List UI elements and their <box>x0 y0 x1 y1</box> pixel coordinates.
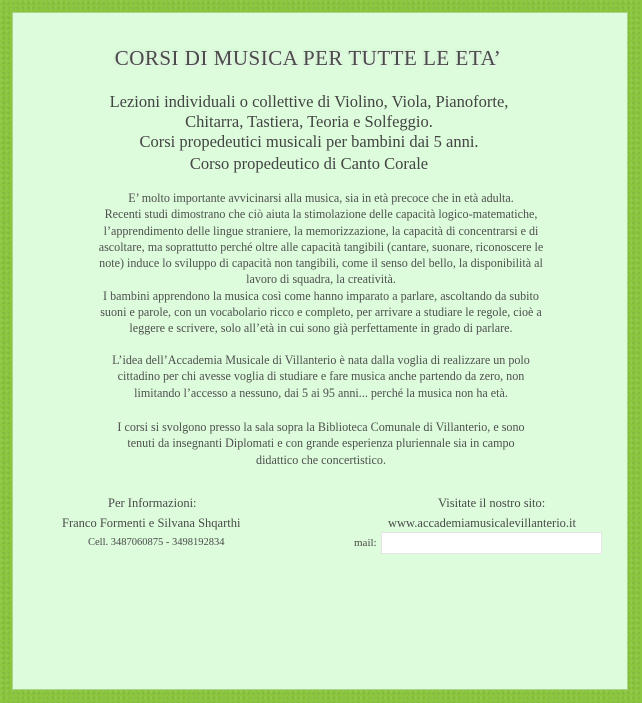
text-line: l’apprendimento delle lingue straniere, la memorizzazione, la capacità di concentrarsi e di <box>103 223 539 238</box>
text-line: suoni e parole, con un vocabolario ricco e completo, per arrivare a studiare le regole, cioè a <box>100 305 542 320</box>
subtitle-line-4: Corso propedeutico di Canto Corale <box>189 154 429 173</box>
subtitle-line-1: Lezioni individuali o collettive di Violino, Viola, Pianoforte, <box>109 92 509 111</box>
text-line: limitando l’accesso a nessuno, dai 5 ai 95 anni... perché la musica non ha età. <box>134 385 508 400</box>
text-line: Recenti studi dimostrano che ciò aiuta la stimolazione delle capacità logico-matematiche, <box>104 207 538 222</box>
info-label: Per Informazioni: <box>108 496 197 510</box>
mail-label: mail: <box>354 537 377 549</box>
text-line: lavoro di squadra, la creatività. <box>246 272 396 287</box>
text-line: note) induce lo sviluppo di capacità non tangibili, come il senso del bello, la disponibilità al <box>99 256 543 271</box>
subtitle-line-2: Chitarra, Tastiera, Teoria e Solfeggio. <box>185 112 433 131</box>
academy-paragraph <box>38 352 604 401</box>
mail-input[interactable] <box>381 532 602 554</box>
text-line: leggere e scrivere, solo all’età in cui sono già perfettamente in grado di parlare. <box>129 321 513 336</box>
text-line: I corsi si svolgono presso la sala sopra la Biblioteca Comunale di Villanterio, e sono <box>117 420 525 434</box>
text-line: E’ molto importante avvicinarsi alla musica, sia in età precoce che in età adulta. <box>128 191 514 205</box>
text-line: I bambini apprendono la musica così come hanno imparato a parlare, ascoltando da subito <box>103 288 539 303</box>
page-title: CORSI DI MUSICA PER TUTTE LE ETA’ <box>114 46 502 70</box>
text-line: ascoltare, ma soprattutto perché oltre alle capacità tangibili (cantare, suonare, riconoscere le <box>98 239 544 254</box>
intro-paragraph <box>38 190 604 337</box>
subtitle-line-3: Corsi propedeutici musicali per bambini dai 5 anni. <box>139 132 479 151</box>
contact-phone: Cell. 3487060875 - 3498192834 <box>88 537 225 548</box>
text-line: didattico che concertistico. <box>256 452 386 467</box>
site-label: Visitate il nostro sito: <box>438 496 546 510</box>
text-line: tenuti da insegnanti Diplomati e con grande esperienza pluriennale sia in campo <box>127 436 515 451</box>
contact-names: Franco Formenti e Silvana Shqarthi <box>62 516 241 530</box>
site-link[interactable]: www.accademiamusicalevillanterio.it <box>388 516 577 530</box>
text-line: L’idea dell’Accademia Musicale di Villanterio è nata dalla voglia di realizzare un polo <box>112 353 530 367</box>
location-paragraph <box>38 419 604 468</box>
text-line: cittadino per chi avesse voglia di studiare e fare musica anche partendo da zero, non <box>117 369 525 384</box>
